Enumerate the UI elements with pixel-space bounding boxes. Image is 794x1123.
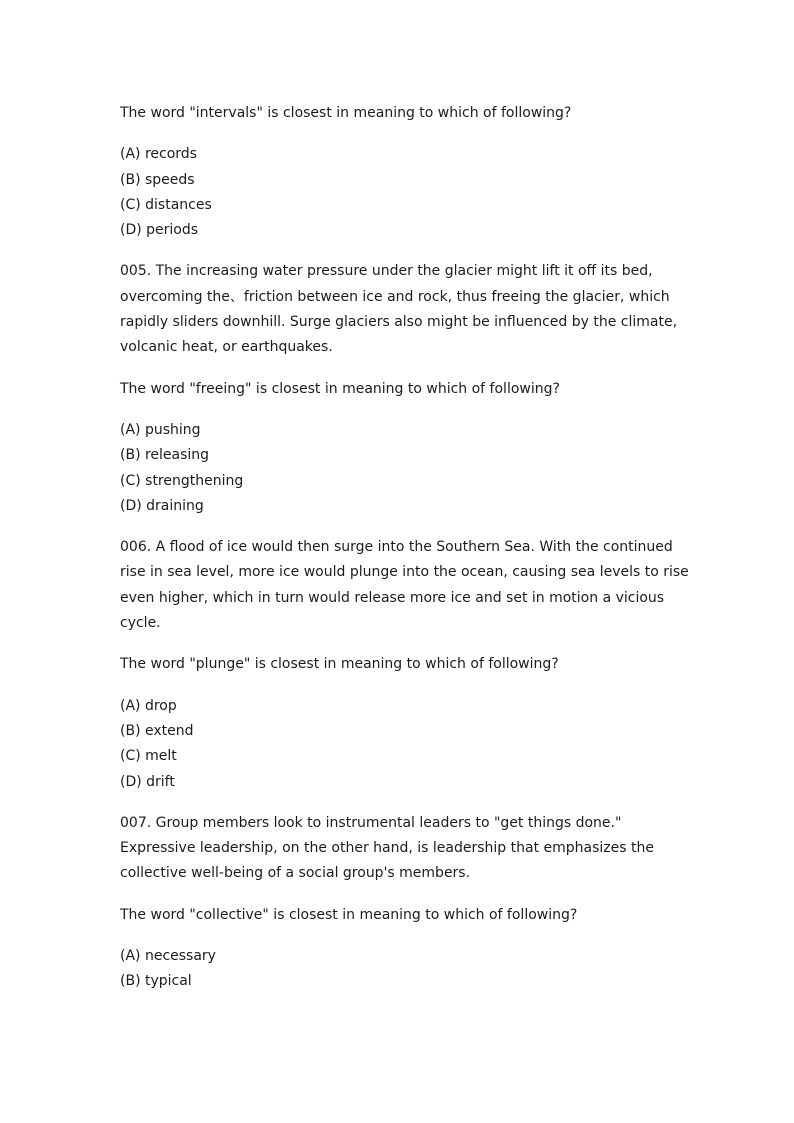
passage-line: 005. The increasing water pressure under the glacier might lift it off its bed,: [120, 263, 653, 280]
option-a: (A) necessary: [120, 948, 216, 965]
options-intervals: [120, 142, 680, 243]
passage-line: 006. A flood of ice would then surge into the Southern Sea. With the continued: [120, 539, 673, 556]
document-page: [120, 101, 689, 1011]
passage-line: cycle.: [120, 615, 161, 632]
option-a: (A) records: [120, 146, 197, 163]
passage-line: overcoming the、friction between ice and rock, thus freeing the glacier, which: [120, 288, 670, 305]
option-c: (C) melt: [120, 748, 177, 765]
passage-line: volcanic heat, or earthquakes.: [120, 339, 333, 356]
option-c: (C) strengthening: [120, 472, 244, 489]
option-b: (B) speeds: [120, 171, 195, 188]
options-freeing: [120, 418, 680, 519]
passage-line: even higher, which in turn would release more ice and set in motion a vicious: [120, 589, 665, 606]
passage-005: [120, 259, 680, 360]
option-b: (B) typical: [120, 973, 192, 990]
passage-line: Expressive leadership, on the other hand, is leadership that emphasizes the: [120, 840, 654, 857]
option-a: (A) pushing: [120, 421, 201, 438]
question-freeing: The word "freeing" is closest in meaning to which of following?: [120, 380, 560, 397]
question-plunge: The word "plunge" is closest in meaning to which of following?: [120, 656, 559, 673]
passage-line: 007. Group members look to instrumental leaders to "get things done.": [120, 814, 622, 831]
passage-line: rapidly sliders downhill. Surge glaciers also might be influenced by the climate,: [120, 314, 678, 331]
option-d: (D) periods: [120, 222, 199, 239]
question-collective: The word "collective" is closest in meaning to which of following?: [120, 906, 578, 923]
option-a: (A) drop: [120, 697, 177, 714]
passage-line: rise in sea level, more ice would plunge into the ocean, causing sea levels to rise: [120, 564, 689, 581]
passage-line: collective well-being of a social group's members.: [120, 865, 471, 882]
option-d: (D) drift: [120, 773, 175, 790]
options-plunge: [120, 694, 680, 795]
question-intervals: The word "intervals" is closest in meaning to which of following?: [120, 105, 572, 121]
options-collective: [120, 944, 680, 995]
option-b: (B) extend: [120, 722, 194, 739]
option-b: (B) releasing: [120, 447, 210, 464]
passage-007: [120, 811, 680, 887]
passage-006: [120, 535, 689, 636]
option-c: (C) distances: [120, 196, 212, 213]
option-d: (D) draining: [120, 497, 204, 514]
